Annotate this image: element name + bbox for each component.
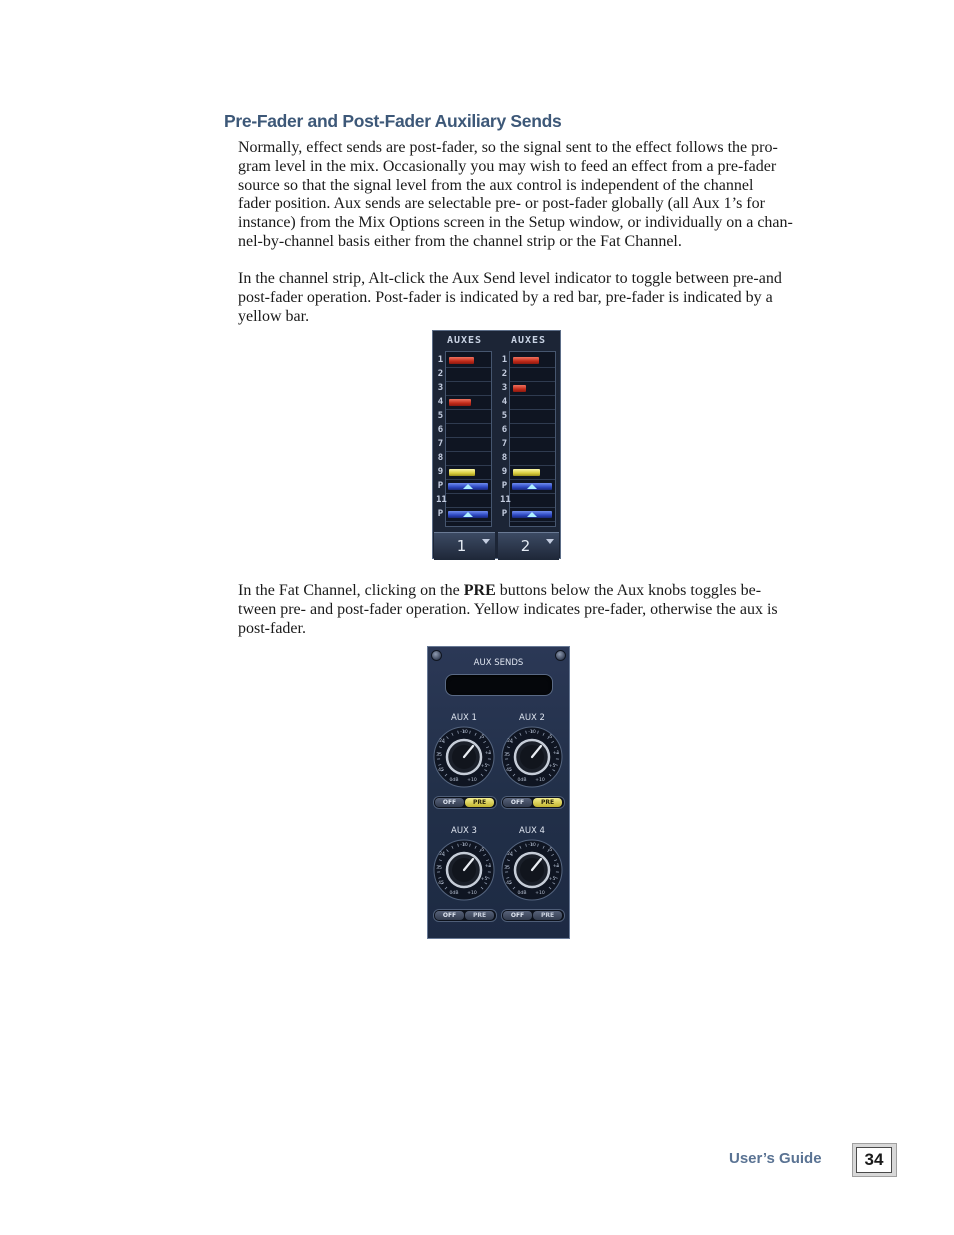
blue-send-level-bar[interactable] [448,511,488,518]
knob-scale-label: 24 [507,739,513,744]
aux-off-button[interactable]: OFF [503,798,532,807]
fat-channel-aux-sends-figure [427,646,570,939]
blue-send-level-bar[interactable] [448,483,488,490]
aux-send-row[interactable] [501,410,555,424]
aux-send-row[interactable] [501,466,555,480]
knob-scale-label: +1 [552,751,560,756]
knob-scale-label: +5 [480,877,488,882]
aux-level-knob[interactable] [500,725,564,789]
aux-send-row[interactable] [437,396,491,410]
knob-scale-label: -5 [479,735,485,740]
aux-row-label: 5 [501,411,508,421]
knob-scale-label: -5 [547,735,553,740]
aux-row-label: 3 [501,383,508,393]
aux-row-label: P [437,509,444,519]
aux-row-label: P [437,481,444,491]
knob-scale-label: 35 [436,753,442,758]
aux-knob-label: AUX 1 [451,713,477,723]
channel-strip-auxes-figure [432,330,561,559]
knob-scale-label: +5 [480,764,488,769]
knob-scale-label: -10 [528,730,536,735]
aux-send-row[interactable] [501,424,555,438]
aux-send-row[interactable] [437,480,491,494]
aux-send-row[interactable] [437,410,491,424]
aux-row-label: 2 [501,369,508,379]
aux-level-knob[interactable] [432,838,496,902]
knob-scale-label: -5 [547,848,553,853]
knob-scale-label: +10 [535,891,545,896]
aux-send-row[interactable] [501,396,555,410]
aux-send-row[interactable] [501,354,555,368]
aux-send-row[interactable] [437,466,491,480]
channel-strip-2 [497,331,560,560]
paragraph-post-fader-intro [238,139,844,252]
knob-scale-label: 35 [436,866,442,871]
knob-scale-label: +1 [484,751,492,756]
text-line: In the channel strip, Alt-click the Aux Send level indicator to toggle between pre-and [238,270,782,287]
knob-scale-label: 0dB [449,778,459,783]
aux-send-rows [436,351,492,527]
aux-row-label: P [501,481,508,491]
text-fragment: buttons below the Aux knobs toggles be- [495,582,762,599]
knob-scale-label: 24 [507,852,513,857]
knob-scale-label: +1 [552,864,560,869]
yellow-send-level-bar[interactable] [513,469,540,476]
aux-row-label: 1 [501,355,508,365]
channel-number-selector[interactable] [434,532,495,560]
aux-sends-title: AUX SENDS [473,658,524,668]
aux-level-knob[interactable] [500,838,564,902]
knob-scale-label: 0dB [449,891,459,896]
aux-off-button[interactable]: OFF [435,798,464,807]
aux-off-pre-toggle [433,796,497,809]
knob-scale-label: 24 [439,852,445,857]
aux-send-row[interactable] [437,438,491,452]
aux-send-row[interactable] [501,452,555,466]
auxes-header: AUXES [510,335,547,346]
text-line: fader position. Aux sends are selectable pre- or post-fader globally (all Aux 1’s for [238,195,765,213]
aux-send-row[interactable] [437,508,491,522]
aux-row-label: 7 [437,439,444,449]
aux-row-label: 9 [501,467,508,477]
aux-row-label: 9 [437,467,444,477]
aux-send-row[interactable] [437,382,491,396]
knob-scale-label: -10 [528,843,536,848]
page-number-box [852,1143,897,1177]
knob-scale-label: -10 [460,843,468,848]
aux-knob-label: AUX 3 [451,826,477,836]
aux-row-label: 11 [436,495,447,505]
aux-off-pre-toggle [501,796,565,809]
channel-number-selector[interactable] [498,532,559,560]
aux-send-row[interactable] [437,424,491,438]
channel-strip-1 [433,331,496,560]
text-line [238,582,844,601]
aux-row-label: 5 [437,411,444,421]
knob-scale-label: 0dB [517,891,527,896]
knob-scale-label: 45 [506,881,512,886]
knob-scale-label: +10 [467,778,477,783]
aux-off-pre-toggle [501,909,565,922]
aux-row-label: P [501,509,508,519]
channel-number: 1 [456,537,467,555]
text-line: yellow bar. [238,307,310,325]
text-line: gram level in the mix. Occasionally you may wish to feed an effect from a pre-fader [238,157,777,175]
aux-send-row[interactable] [501,438,555,452]
paragraph-fat-channel [238,582,844,638]
blue-send-level-bar[interactable] [512,483,552,490]
aux-row-label: 3 [437,383,444,393]
knob-scale-label: 0dB [517,778,527,783]
aux-off-button[interactable]: OFF [435,911,464,920]
aux-row-label: 11 [500,495,511,505]
paragraph-channel-strip [238,270,844,326]
aux-pre-button[interactable]: PRE [465,798,494,807]
page-number: 34 [856,1147,892,1173]
aux-row-label: 8 [437,453,444,463]
aux-send-row[interactable] [501,508,555,522]
aux-row-label: 4 [437,397,444,407]
aux-pre-button[interactable]: PRE [533,798,562,807]
aux-send-row[interactable] [500,494,555,508]
red-send-level-bar[interactable] [449,399,471,406]
text-line: source so that the signal level from the aux control is independent of the channel [238,176,754,194]
knob-scale-label: +1 [484,864,492,869]
knob-scale-label: +10 [467,891,477,896]
knob-scale-label: +5 [548,764,556,769]
aux-send-row[interactable] [501,382,555,396]
aux-send-row[interactable] [437,354,491,368]
red-send-level-bar[interactable] [449,357,474,364]
knob-scale-label: -10 [460,730,468,735]
text-line: Normally, effect sends are post-fader, so the signal sent to the effect follows the pro- [238,139,778,156]
knob-scale-label: 35 [504,753,510,758]
knob-scale-label: -5 [479,848,485,853]
aux-row-label: 7 [501,439,508,449]
knob-scale-label: +5 [548,877,556,882]
red-send-level-bar[interactable] [513,357,539,364]
aux-sends-display [445,674,553,696]
auxes-header: AUXES [446,335,483,346]
aux-row-label: 4 [501,397,508,407]
aux-knob-label: AUX 2 [519,713,545,723]
aux-send-row[interactable] [437,368,491,382]
dropdown-arrow-icon [482,539,490,544]
section-heading: Pre-Fader and Post-Fader Auxiliary Sends [224,111,562,131]
aux-pre-button[interactable]: PRE [533,911,562,920]
aux-row-label: 1 [437,355,444,365]
aux-row-label: 8 [501,453,508,463]
aux-row-label: 2 [437,369,444,379]
aux-level-knob[interactable] [432,725,496,789]
channel-number: 2 [520,537,531,555]
knob-scale-label: 45 [438,881,444,886]
aux-pre-button[interactable]: PRE [465,911,494,920]
text-line: nel-by-channel basis either from the channel strip or the Fat Channel. [238,232,682,250]
pre-emphasis: PRE [463,582,496,599]
aux-off-pre-toggle [433,909,497,922]
aux-send-row[interactable] [437,452,491,466]
blue-send-level-bar[interactable] [512,511,552,518]
aux-send-row[interactable] [501,368,555,382]
aux-send-rows [500,351,556,527]
dropdown-arrow-icon [546,539,554,544]
knob-scale-label: +10 [535,778,545,783]
aux-send-row[interactable] [436,494,491,508]
text-line: post-fader. [238,619,306,637]
red-send-level-bar[interactable] [513,385,526,392]
knob-scale-label: 45 [438,768,444,773]
knob-scale-label: 45 [506,768,512,773]
footer-guide-label: User’s Guide [729,1150,822,1167]
aux-off-button[interactable]: OFF [503,911,532,920]
yellow-send-level-bar[interactable] [449,469,475,476]
text-fragment: In the Fat Channel, clicking on the [238,582,464,599]
aux-knob-label: AUX 4 [519,826,545,836]
knob-scale-label: 35 [504,866,510,871]
text-line: instance) from the Mix Options screen in the Setup window, or individually on a chan- [238,214,793,232]
aux-send-row[interactable] [501,480,555,494]
text-line: post-fader operation. Post-fader is indicated by a red bar, pre-fader is indicated by a [238,288,773,306]
text-line: tween pre- and post-fader operation. Yellow indicates pre-fader, otherwise the aux is [238,600,778,618]
knob-scale-label: 24 [439,739,445,744]
aux-row-label: 6 [501,425,508,435]
aux-row-label: 6 [437,425,444,435]
